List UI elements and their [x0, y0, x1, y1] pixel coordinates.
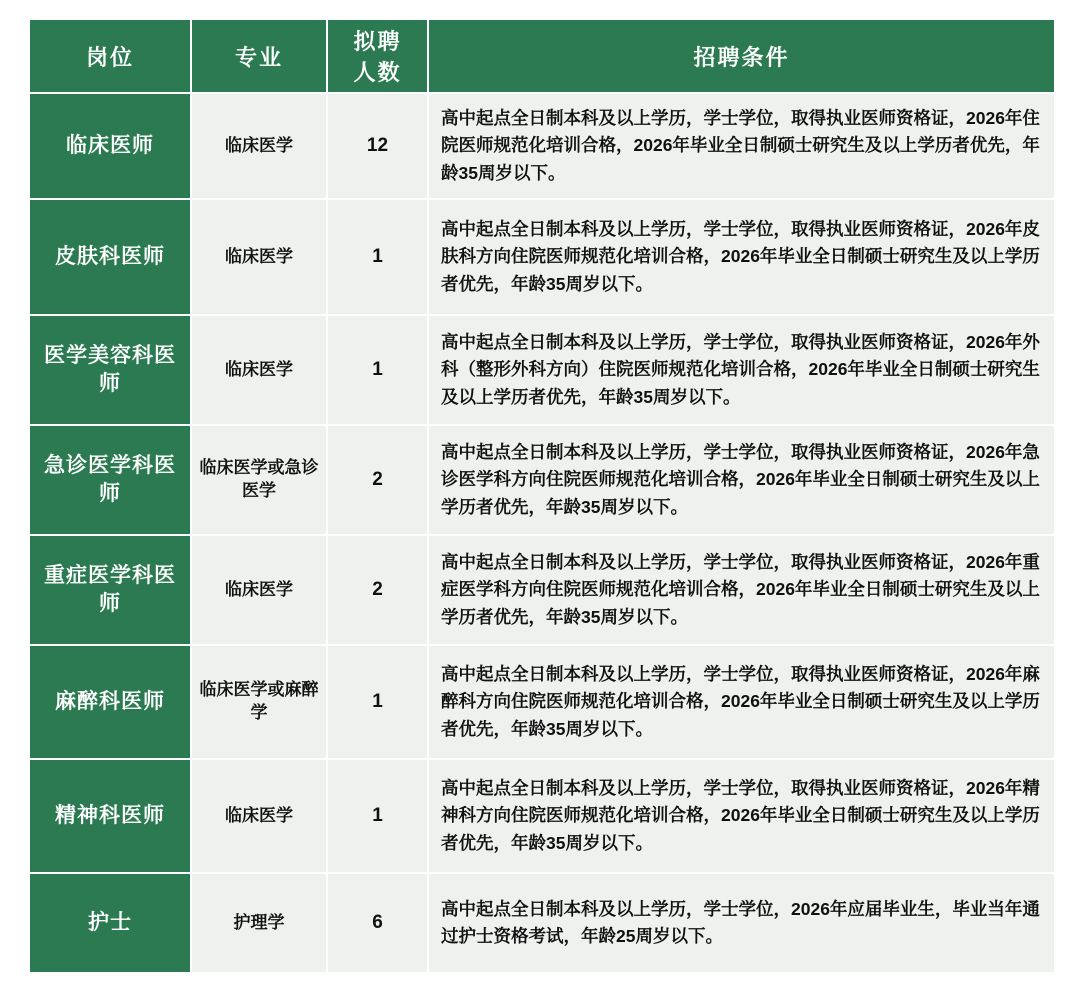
column-header-count-line1: 拟聘: [353, 29, 402, 54]
cell-count: 1: [327, 645, 428, 759]
recruitment-table: [28, 18, 1056, 974]
cell-major: 临床医学或麻醉学: [191, 645, 327, 759]
cell-post: 麻醉科医师: [29, 645, 191, 759]
cell-post: 医学美容科医师: [29, 315, 191, 425]
cell-condition: 高中起点全日制本科及以上学历，学士学位，2026年应届毕业生，毕业当年通过护士资格考试，年龄25周岁以下。: [428, 873, 1055, 973]
cell-count: 1: [327, 199, 428, 315]
table-body: [29, 93, 1055, 973]
table-row: [29, 873, 1055, 973]
cell-post: 皮肤科医师: [29, 199, 191, 315]
cell-condition: 高中起点全日制本科及以上学历，学士学位，取得执业医师资格证，2026年重症医学科方向住院医师规范化培训合格，2026年毕业全日制硕士研究生及以上学历者优先，年龄35周岁以下。: [428, 535, 1055, 645]
cell-major: 临床医学: [191, 759, 327, 873]
column-header-major: 专业: [191, 19, 327, 93]
cell-post: 护士: [29, 873, 191, 973]
cell-count: 1: [327, 759, 428, 873]
cell-count: 1: [327, 315, 428, 425]
cell-major: 临床医学: [191, 535, 327, 645]
column-header-count: [327, 19, 428, 93]
table-row: [29, 93, 1055, 199]
table-row: [29, 425, 1055, 535]
cell-post: 重症医学科医师: [29, 535, 191, 645]
cell-condition: 高中起点全日制本科及以上学历，学士学位，取得执业医师资格证，2026年外科（整形外科方向）住院医师规范化培训合格，2026年毕业全日制硕士研究生及以上学历者优先，年龄35周岁以下。: [428, 315, 1055, 425]
table-row: [29, 759, 1055, 873]
cell-count: 2: [327, 425, 428, 535]
table-header-row: [29, 19, 1055, 93]
cell-post: 临床医师: [29, 93, 191, 199]
table-row: [29, 535, 1055, 645]
table-row: [29, 315, 1055, 425]
cell-major: 临床医学: [191, 93, 327, 199]
cell-condition: 高中起点全日制本科及以上学历，学士学位，取得执业医师资格证，2026年麻醉科方向住院医师规范化培训合格，2026年毕业全日制硕士研究生及以上学历者优先，年龄35周岁以下。: [428, 645, 1055, 759]
cell-count: 6: [327, 873, 428, 973]
cell-condition: 高中起点全日制本科及以上学历，学士学位，取得执业医师资格证，2026年住院医师规范化培训合格，2026年毕业全日制硕士研究生及以上学历者优先，年龄35周岁以下。: [428, 93, 1055, 199]
cell-post: 急诊医学科医师: [29, 425, 191, 535]
cell-major: 护理学: [191, 873, 327, 973]
cell-condition: 高中起点全日制本科及以上学历，学士学位，取得执业医师资格证，2026年急诊医学科方向住院医师规范化培训合格，2026年毕业全日制硕士研究生及以上学历者优先，年龄35周岁以下。: [428, 425, 1055, 535]
column-header-post: 岗位: [29, 19, 191, 93]
cell-major: 临床医学: [191, 199, 327, 315]
cell-major: 临床医学或急诊医学: [191, 425, 327, 535]
cell-post: 精神科医师: [29, 759, 191, 873]
column-header-condition: 招聘条件: [428, 19, 1055, 93]
table-row: [29, 199, 1055, 315]
cell-count: 12: [327, 93, 428, 199]
corner-watermark: [934, 0, 1054, 12]
cell-major: 临床医学: [191, 315, 327, 425]
cell-condition: 高中起点全日制本科及以上学历，学士学位，取得执业医师资格证，2026年精神科方向住院医师规范化培训合格，2026年毕业全日制硕士研究生及以上学历者优先，年龄35周岁以下。: [428, 759, 1055, 873]
table-row: [29, 645, 1055, 759]
table-header: [29, 19, 1055, 93]
cell-count: 2: [327, 535, 428, 645]
cell-condition: 高中起点全日制本科及以上学历，学士学位，取得执业医师资格证，2026年皮肤科方向住院医师规范化培训合格，2026年毕业全日制硕士研究生及以上学历者优先，年龄35周岁以下。: [428, 199, 1055, 315]
column-header-count-line2: 人数: [353, 60, 402, 85]
